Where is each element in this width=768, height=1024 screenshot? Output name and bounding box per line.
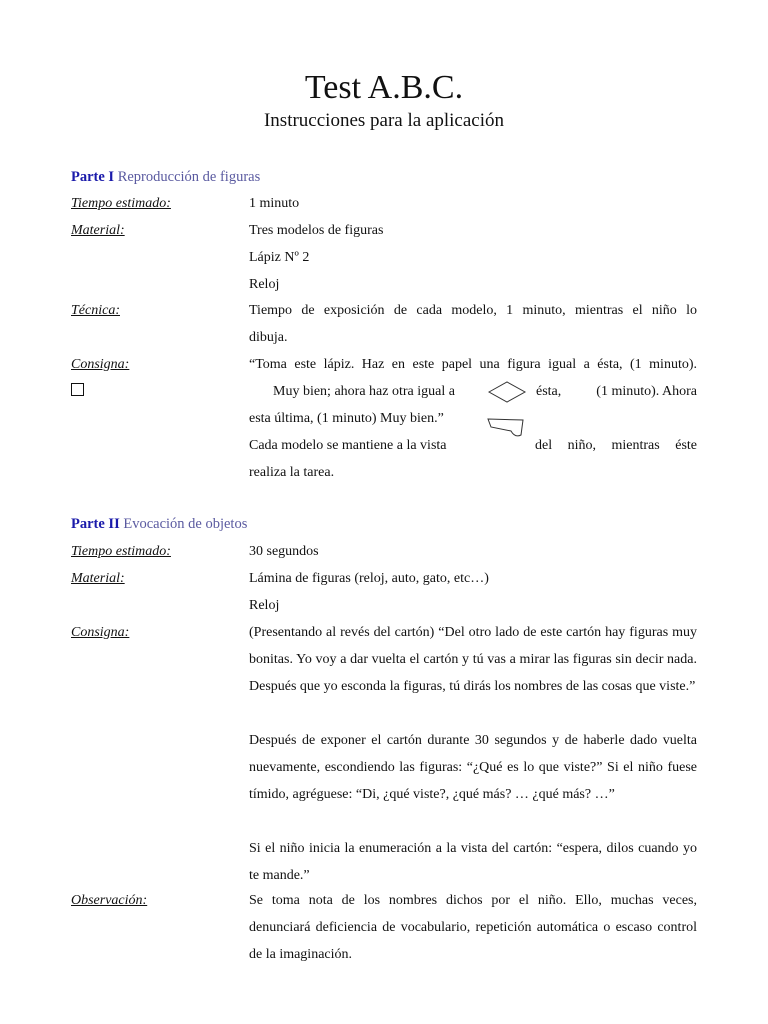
consigna-line: realiza la tarea. [249, 465, 335, 480]
material-item: Tres modelos de figuras [249, 223, 384, 238]
material-item: Reloj [249, 598, 280, 613]
tecnica-line: Tiempo de exposición de cada modelo, 1 minuto, mientras el niño lo [249, 303, 697, 318]
material-item: Lámina de figuras (reloj, auto, gato, etc…) [249, 571, 489, 586]
document-subtitle: Instrucciones para la aplicación [263, 110, 505, 131]
observacion-label: Observación: [71, 893, 148, 908]
observacion-paragraph: Se toma nota de los nombres dichos por el niño. Ello, muchas veces, denunciará deficiencia de vocabulario, repetición automática o escaso control de la imaginación. [249, 893, 697, 962]
material-label: Material: [71, 223, 125, 238]
section-number: Parte I [71, 169, 115, 185]
tecnica-line: dibuja. [249, 330, 288, 345]
consigna-line: (1 minuto). Ahora [596, 384, 697, 399]
material-label: Material: [71, 571, 125, 586]
tiempo-value: 1 minuto [249, 196, 300, 211]
consigna-label: Consigna: [71, 357, 130, 372]
tiempo-label: Tiempo estimado: [71, 196, 171, 211]
consigna-line: “Toma este lápiz. Haz en este papel una figura igual a ésta, (1 minuto). [249, 357, 697, 372]
material-item: Reloj [249, 277, 280, 292]
consigna-paragraph: Si el niño inicia la enumeración a la vista del cartón: “espera, dilos cuando yo te mande.” [249, 841, 697, 883]
section-name: Reproducción de figuras [117, 169, 261, 185]
tiempo-value: 30 segundos [249, 544, 319, 559]
document-title: Test A.B.C. [304, 69, 464, 106]
diamond-figure-icon [487, 380, 527, 404]
section-heading-parte-1 [71, 167, 260, 187]
tiempo-label: Tiempo estimado: [71, 544, 171, 559]
consigna-line: ésta, [536, 384, 562, 399]
consigna-line: del niño, mientras éste [535, 438, 697, 453]
trapezoid-figure-icon [485, 415, 527, 441]
consigna-line: esta última, (1 minuto) Muy bien.” [249, 411, 444, 426]
section-heading-parte-2 [71, 514, 247, 534]
section-number: Parte II [71, 516, 120, 532]
consigna-paragraph: (Presentando al revés del cartón) “Del otro lado de este cartón hay figuras muy bonitas. Yo voy a dar vuelta el cartón y tú vas a mirar las figuras sin decir nada. Después que yo esconda la figuras, tú dirás los nombres de las cosas que viste.” [249, 625, 697, 694]
tecnica-label: Técnica: [71, 303, 120, 318]
consigna-line: Muy bien; ahora haz otra igual a [273, 384, 455, 399]
checkbox[interactable] [71, 383, 84, 396]
consigna-paragraph: Después de exponer el cartón durante 30 segundos y de haberle dado vuelta nuevamente, escondiendo las figuras: “¿Qué es lo que viste?” Si el niño fuese tímido, agréguese: “Di, ¿qué viste?, ¿qué más? … ¿qué más? …” [249, 733, 697, 802]
section-name: Evocación de objetos [123, 516, 248, 532]
material-item: Lápiz Nº 2 [249, 250, 310, 265]
consigna-label: Consigna: [71, 625, 130, 640]
consigna-line: Cada modelo se mantiene a la vista [249, 438, 447, 453]
